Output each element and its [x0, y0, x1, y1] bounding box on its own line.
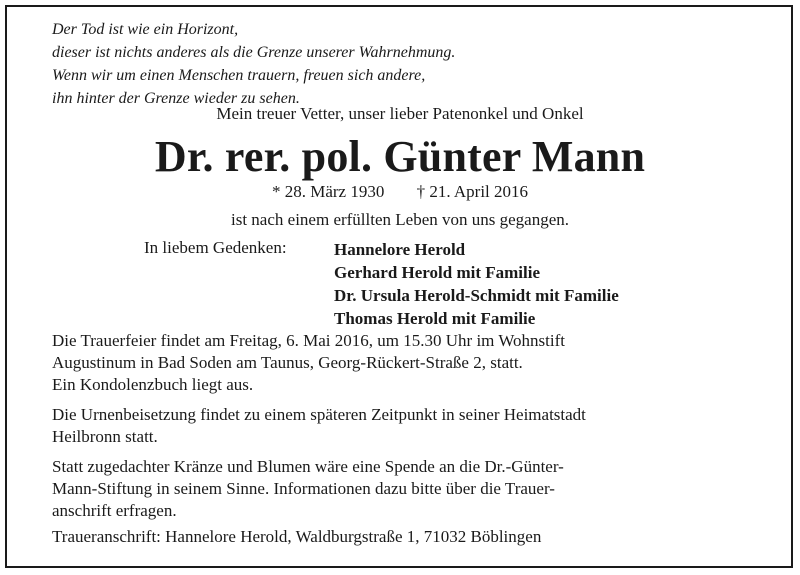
poem [52, 18, 455, 110]
mourner: Thomas Herold mit Familie [334, 309, 536, 328]
passed-line: ist nach einem erfüllten Leben von uns gegangen. [231, 210, 569, 229]
text-line: Ein Kondolenzbuch liegt aus. [52, 375, 254, 394]
memory-label: In liebem Gedenken: [144, 238, 287, 257]
birth-date: * 28. März 1930 [271, 182, 385, 201]
mourner: Gerhard Herold mit Familie [334, 263, 541, 282]
text-line: Heilbronn statt. [52, 427, 158, 446]
address-paragraph [52, 526, 752, 548]
deceased-name: Dr. rer. pol. Günter Mann [154, 132, 646, 181]
mourner: Dr. Ursula Herold-Schmidt mit Familie [334, 286, 619, 305]
life-dates [0, 182, 800, 202]
poem-line: ihn hinter der Grenze wieder zu sehen. [52, 90, 300, 107]
text-line: Traueranschrift: Hannelore Herold, Waldburgstraße 1, 71032 Böblingen [52, 527, 542, 546]
text-line: anschrift erfragen. [52, 501, 177, 520]
text-line: Statt zugedachter Kränze und Blumen wäre eine Spende an die Dr.-Günter- [52, 457, 564, 476]
text-line: Die Urnenbeisetzung findet zu einem späteren Zeitpunkt in seiner Heimatstadt [52, 405, 586, 424]
intro-line: Mein treuer Vetter, unser lieber Patenonkel und Onkel [216, 104, 584, 123]
mourner: Hannelore Herold [334, 240, 466, 259]
text-line: Die Trauerfeier findet am Freitag, 6. Mai 2016, um 15.30 Uhr im Wohnstift [52, 331, 565, 350]
funeral-paragraph [52, 330, 752, 396]
poem-line: dieser ist nichts anderes als die Grenze unserer Wahrnehmung. [52, 44, 456, 61]
mourners-list [334, 238, 619, 330]
poem-line: Wenn wir um einen Menschen trauern, freuen sich andere, [52, 67, 426, 84]
urn-paragraph [52, 404, 752, 448]
death-date: † 21. April 2016 [416, 182, 529, 201]
donation-paragraph [52, 456, 752, 522]
text-line: Mann-Stiftung in seinem Sinne. Informationen dazu bitte über die Trauer- [52, 479, 555, 498]
text-line: Augustinum in Bad Soden am Taunus, Georg-Rückert-Straße 2, statt. [52, 353, 523, 372]
poem-line: Der Tod ist wie ein Horizont, [52, 21, 239, 38]
